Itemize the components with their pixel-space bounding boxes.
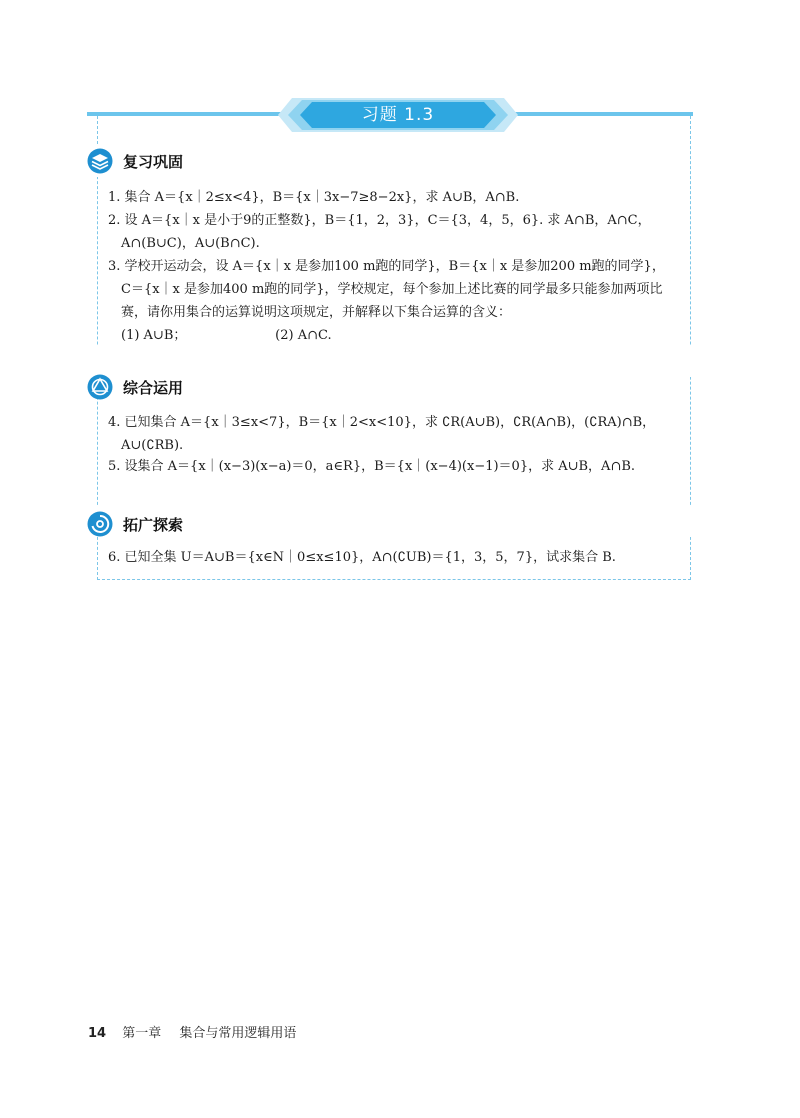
section-title: 拓广探索 bbox=[123, 515, 184, 534]
item-line: 赛，请你用集合的运算说明这项规定，并解释以下集合运算的含义： bbox=[121, 305, 512, 320]
item-line: 5. 设集合 A＝{x｜(x−3)(x−a)＝0，a∈R}，B＝{x｜(x−4)(x−1)＝0}，求 A∪B，A∩B. bbox=[108, 459, 636, 474]
chapter-title: 集合与常用逻辑用语 bbox=[179, 1026, 297, 1041]
item-line: 3. 学校开运动会，设 A＝{x｜x 是参加100 m跑的同学}，B＝{x｜x 是参加200 m跑的同学}， bbox=[108, 259, 665, 274]
item-line: 1. 集合 A＝{x｜2≤x<4}，B＝{x｜3x−7≥8−2x}，求 A∪B，A∩B. bbox=[108, 190, 520, 205]
exercise-title: 习题 1.3 bbox=[361, 105, 435, 125]
exercise-item bbox=[108, 412, 688, 458]
section-review bbox=[87, 147, 183, 175]
page-footer bbox=[88, 1022, 296, 1041]
item-line: A∪(∁RB). bbox=[121, 438, 184, 453]
exercise-item bbox=[108, 547, 688, 570]
chapter-label: 第一章 bbox=[122, 1026, 162, 1041]
item-line: C＝{x｜x 是参加400 m跑的同学}，学校规定，每个参加上述比赛的同学最多只能参加两项比 bbox=[121, 282, 663, 297]
section-title: 综合运用 bbox=[123, 378, 184, 397]
exercise-item bbox=[108, 210, 688, 256]
layers-icon bbox=[87, 148, 113, 174]
exercise-item bbox=[108, 187, 688, 210]
item-line: 2. 设 A＝{x｜x 是小于9的正整数}，B＝{1，2，3}，C＝{3，4，5，6}. 求 A∩B，A∩C， bbox=[108, 213, 651, 228]
exercise-item bbox=[108, 456, 688, 479]
item-line: 4. 已知集合 A＝{x｜3≤x<7}，B＝{x｜2<x<10}，求 ∁R(A∪B)，∁R(A∩B)，(∁RA)∩B， bbox=[108, 415, 656, 430]
sub-question: (2) A∩C. bbox=[275, 328, 332, 343]
item-line bbox=[108, 325, 688, 348]
section-application bbox=[87, 373, 183, 401]
exercise-frame bbox=[97, 116, 691, 580]
sub-question: (1) A∪B； bbox=[121, 328, 187, 343]
spiral-icon bbox=[87, 511, 113, 537]
exercise-item bbox=[108, 256, 688, 348]
section-explore bbox=[87, 510, 183, 538]
section-title: 复习巩固 bbox=[123, 152, 184, 171]
item-line: 6. 已知全集 U＝A∪B＝{x∈N｜0≤x≤10}，A∩(∁UB)＝{1，3，5，7}，试求集合 B. bbox=[108, 550, 616, 565]
page-number: 14 bbox=[88, 1026, 107, 1041]
item-line: A∩(B∪C)，A∪(B∩C). bbox=[121, 236, 260, 251]
triangle-ring-icon bbox=[87, 374, 113, 400]
